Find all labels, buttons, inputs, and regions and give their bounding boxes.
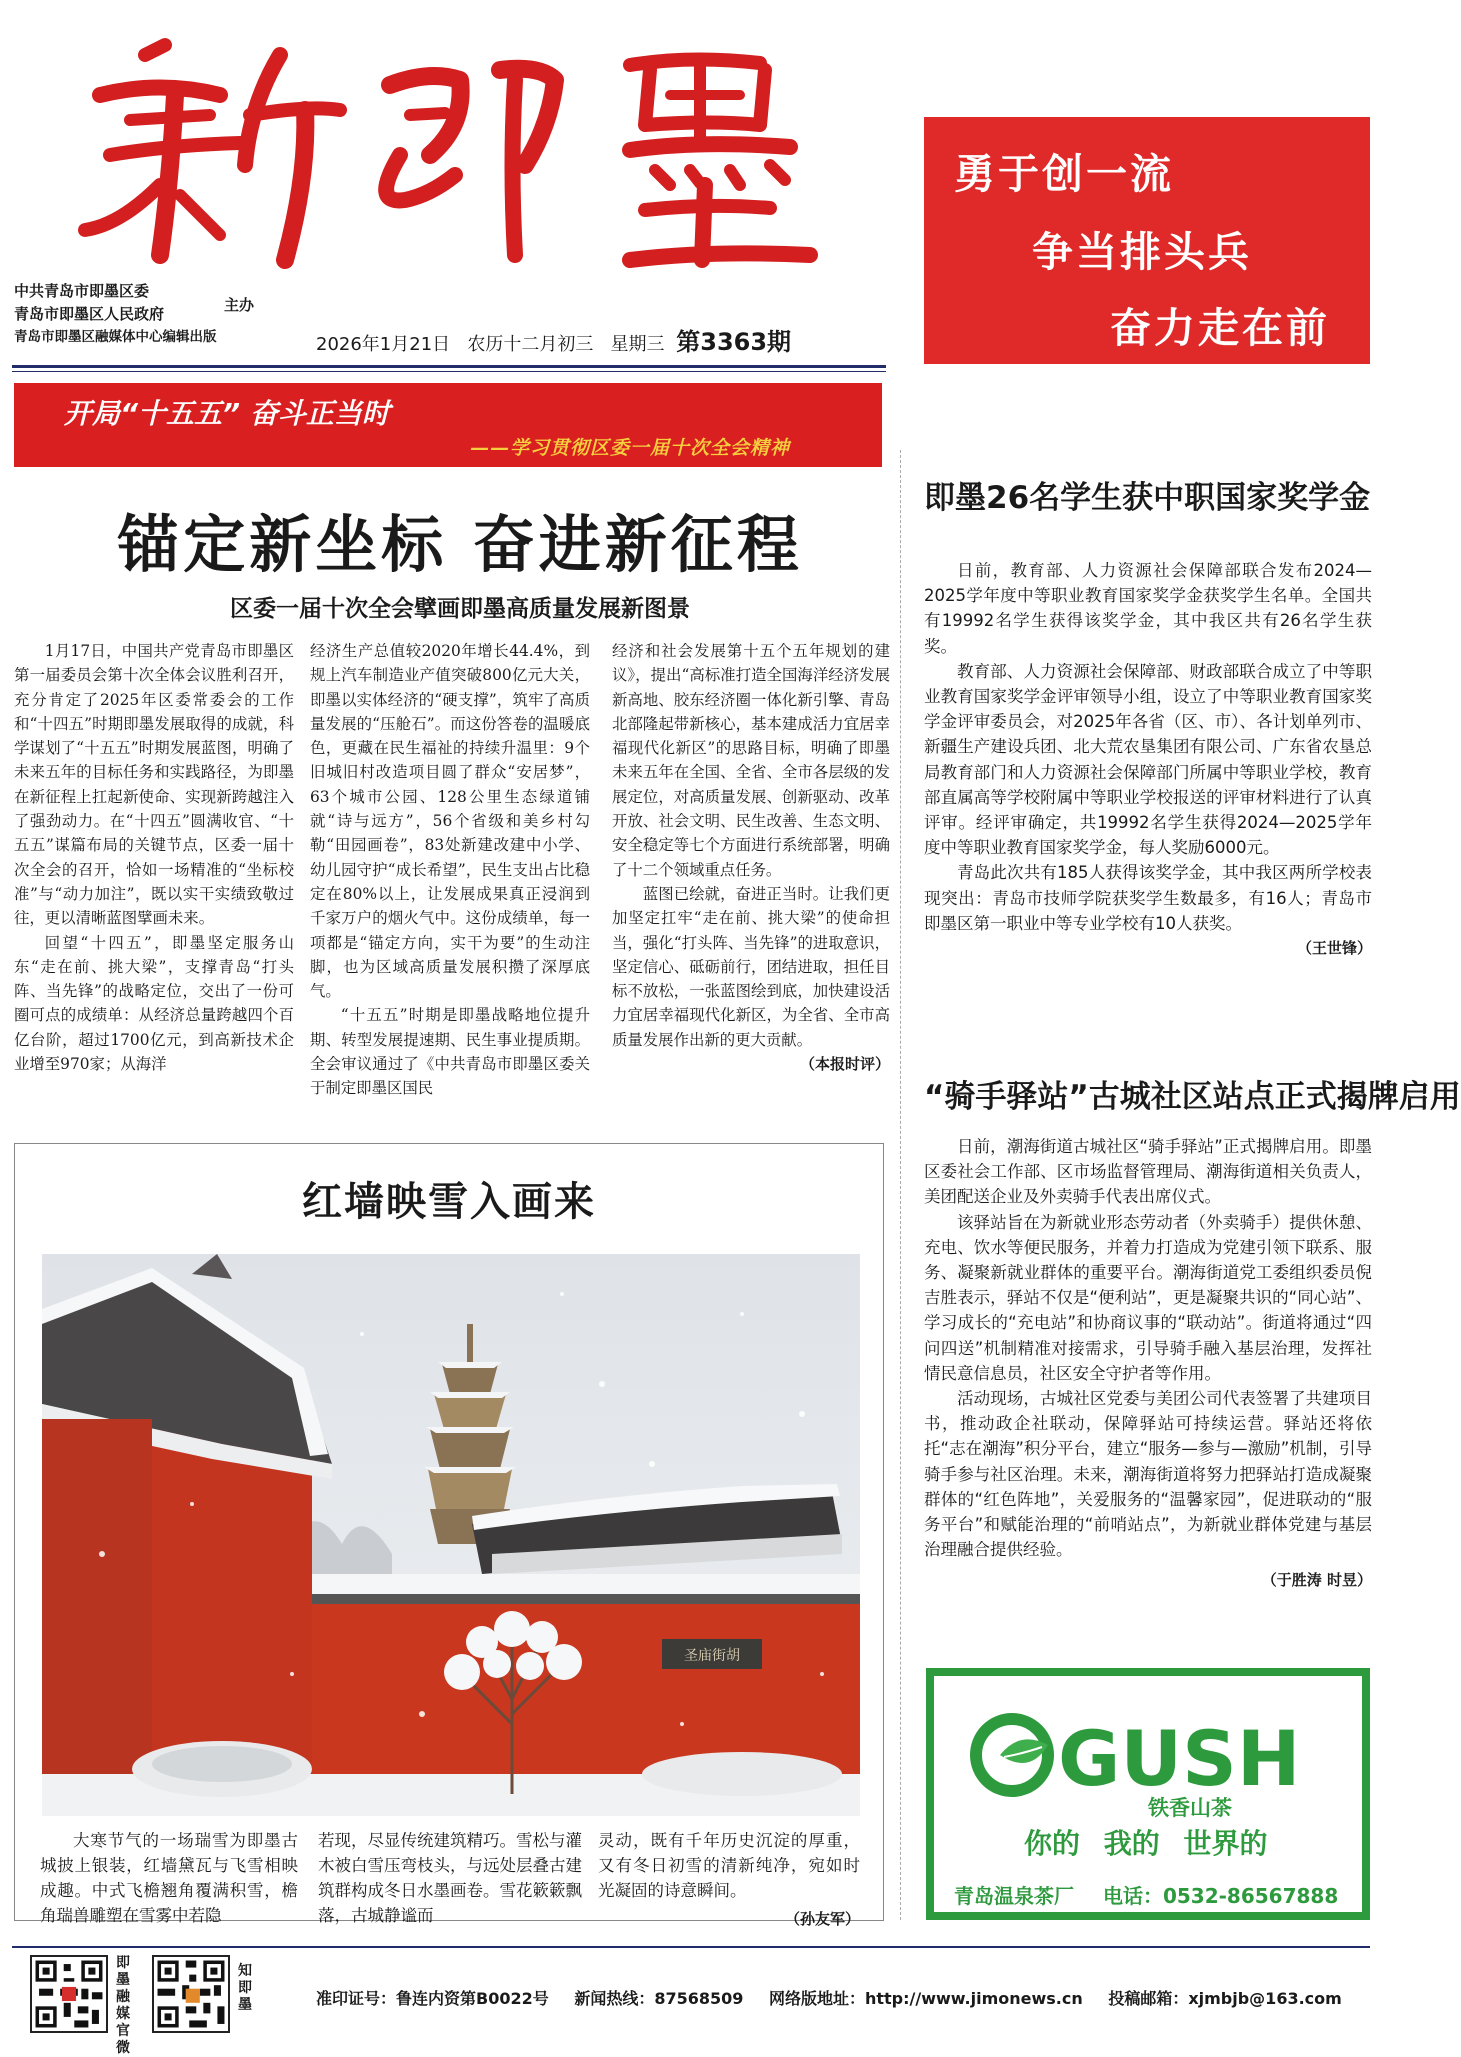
lead-column-3 xyxy=(612,639,890,1076)
header-divider-thin xyxy=(12,371,886,372)
lead-paragraph: 经济和社会发展第十五个五年规划的建议》，提出“高标准打造全国海洋经济发展新高地、胶东经济圈一体化新引擎、青岛北部隆起带新核心，基本建成活力宜居幸福现代化新区”的思路目标，明确了即墨未来五年在全国、全省、全市各层级的发展定位，对高质量发展、创新驱动、改革开放、社会文明、民生改善、生态文明、安全稳定等七个方面进行系统部署，明确了十二个领域重点任务。 xyxy=(612,642,890,879)
side-paragraph: 日前，教育部、人力资源社会保障部联合发布2024—2025学年度中等职业教育国家奖学金获奖学生名单。全国共有19992名学生获得该奖学金，其中我区共有26名学生获奖。 xyxy=(924,561,1372,656)
lead-headline: 锚定新坐标 奋进新征程 xyxy=(117,508,803,581)
qr-code-icon[interactable] xyxy=(30,1955,108,2033)
photo-caption-col-3 xyxy=(598,1828,860,1932)
photo-story-title: 红墙映雪入画来 xyxy=(302,1179,596,1225)
lead-column-1 xyxy=(14,639,294,1076)
ad-brand-chinese: 铁香山茶 xyxy=(1148,1796,1232,1820)
header-divider xyxy=(12,365,886,368)
side-story-1-body xyxy=(924,558,1372,961)
org-line-2: 青岛市即墨区人民政府 xyxy=(14,305,165,323)
photo-caption-text: 大寒节气的一场瑞雪为即墨古城披上银装，红墙黛瓦与飞雪相映成趣。中式飞檐翘角覆满积雪，檐角瑞兽雕塑在雪雾中若隐 xyxy=(40,1831,298,1925)
gush-brand-logo xyxy=(970,1705,1300,1803)
photo-caption-text: 若现，尽显传统建筑精巧。雪松与灌木被白雪压弯枝头，与远处层叠古建筑群构成冬日水墨画卷。雪花簌簌飘落，古城静谧而 xyxy=(318,1831,582,1925)
side-story-2-title: “骑手驿站”古城社区站点正式揭牌启用 xyxy=(924,1079,1461,1115)
footer-divider xyxy=(12,1946,1370,1948)
ad-phone: 电话：0532-86567888 xyxy=(1102,1884,1339,1908)
publisher-block xyxy=(14,280,314,349)
ad-factory-name: 青岛温泉茶厂 xyxy=(954,1884,1074,1908)
column-divider xyxy=(900,450,901,1920)
masthead-calligraphy-logo xyxy=(70,25,830,280)
lead-paragraph: “十五五”时期是即墨战略地位提升期、转型发展提速期、民生事业提质期。全会审议通过了《中共青岛市即墨区委关于制定即墨区国民 xyxy=(310,1006,590,1098)
side-story-1-byline: （王世锋） xyxy=(1296,939,1372,958)
ad-slogan: 你的 我的 世界的 xyxy=(1024,1827,1268,1860)
side-paragraph: 青岛此次共有185人获得该奖学金，其中我区两所学校表现突出：青岛市技师学院获奖学生数最多，有16人；青岛市即墨区第一职业中等专业学校有10人获奖。 xyxy=(924,863,1372,933)
promo-line-3: 奋力走在前 xyxy=(1110,304,1330,352)
org-line-1: 中共青岛市即墨区委 xyxy=(14,282,150,300)
issue-number: 第3363期 xyxy=(676,328,792,356)
sponsor-label: 主办 xyxy=(224,296,255,314)
slogan-promo-box xyxy=(924,117,1370,364)
banner-subtitle: ——学习贯彻区委一届十次全会精神 xyxy=(470,437,791,459)
promo-line-2: 争当排头兵 xyxy=(1032,228,1252,276)
lead-paragraph: 蓝图已绘就，奋进正当时。让我们更加坚定扛牢“走在前、挑大梁”的使命担当，强化“打头阵、当先锋”的进取意识，坚定信心、砥砺前行，团结进取，担任目标不放松，一张蓝图绘到底，加快建设活力宜居幸福现代化新区，为全省、全市高质量发展作出新的更大贡献。 xyxy=(612,884,890,1049)
ad-contact xyxy=(954,1880,1360,1909)
logo-text: 新即墨 xyxy=(70,25,73,26)
side-paragraph: 该驿站旨在为新就业形态劳动者（外卖骑手）提供休憩、充电、饮水等便民服务，并着力打造成为党建引领下联系、服务、凝聚新就业群体的重要平台。潮海街道党工委组织委员倪吉胜表示，驿站不仅是“便利站”，更是凝聚共识的“同心站”、学习成长的“充电站”和协商议事的“联动站”。街道将通过“四问四送”机制精准对接需求，引导骑手融入基层治理，发挥社情民意信息员，社区安全守护者等作用。 xyxy=(924,1212,1372,1383)
wall-sign-text: 圣庙街胡 xyxy=(684,1648,740,1664)
publish-date: 2026年1月21日 xyxy=(316,334,451,355)
photo-caption-text: 灵动，既有千年历史沉淀的厚重，又有冬日初雪的清新纯净，宛如时光凝固的诗意瞬间。 xyxy=(598,1831,860,1900)
photo-caption-col-2 xyxy=(318,1828,582,1928)
footer-info xyxy=(316,1986,1358,2009)
print-license: 准印证号：鲁连内资第B0022号 xyxy=(316,1989,549,2008)
lead-subheadline: 区委一届十次全会擘画即墨高质量发展新图景 xyxy=(230,595,690,622)
lunar-date: 农历十二月初三 xyxy=(467,334,594,355)
ad-brand-text: GUSH xyxy=(1058,1714,1301,1803)
photo-caption-col-1 xyxy=(40,1828,298,1928)
banner-title: 开局“十五五” 奋斗正当时 xyxy=(64,397,390,430)
submission-email[interactable]: 投稿邮箱：xjmbjb@163.com xyxy=(1108,1989,1342,2008)
lead-byline: （本报时评） xyxy=(799,1055,890,1074)
side-story-2-body xyxy=(924,1134,1372,1594)
lead-paragraph: 1月17日，中国共产党青岛市即墨区第一届委员会第十次全体会议胜利召开，充分肯定了2025年区委常委会的工作和“十四五”时期即墨发展取得的成就，科学谋划了“十五五”时期发展蓝图，明确了未来五年的目标任务和实践路径，为即墨在新征程上扛起新使命、实现新跨越注入了强劲动力。在“十四五”圆满收官、“十五五”谋篇布局的关键节点，区委一届十次全会的召开，恰如一场精准的“坐标校准”与“动力加注”，既以实干实绩致敬过往，更以清晰蓝图擘画未来。 xyxy=(14,642,294,928)
side-paragraph: 日前，潮海街道古城社区“骑手驿站”正式揭牌启用。即墨区委社会工作部、区市场监督管理局、潮海街道相关负责人，美团配送企业及外卖骑手代表出席仪式。 xyxy=(924,1137,1372,1207)
weekday: 星期三 xyxy=(610,334,665,355)
qr-code-icon[interactable] xyxy=(152,1955,230,2033)
website-link[interactable]: 网络版地址：http://www.jimonews.cn xyxy=(768,1989,1083,2008)
lead-paragraph: 回望“十四五”，即墨坚定服务山东“走在前、挑大梁”，支撑青岛“打头阵、当先锋”的战略定位，交出了一份可圈可点的成绩单：从经济总量跨越四个百亿台阶，超过1700亿元，到高新技术企业增至970家；从海洋 xyxy=(14,933,294,1074)
date-line xyxy=(316,322,791,357)
qr-label-app: 知即墨 xyxy=(238,1963,252,2013)
side-story-2-byline: （于胜涛 时昱） xyxy=(1261,1571,1372,1590)
side-paragraph: 教育部、人力资源社会保障部、财政部联合成立了中等职业教育国家奖学金评审领导小组，设立了中等职业教育国家奖学金评审委员会，对2025年各省（区、市）、各计划单列市、新疆生产建设兵团、北大荒农垦集团有限公司、广东省农垦总局教育部门和人力资源社会保障部门所属中等职业学校，教育部直属高等学校附属中等职业学校报送的评审材料进行了认真评审。经评审确定，共19992名学生获得2024—2025学年度中等职业教育国家奖学金，每人奖励6000元。 xyxy=(924,661,1372,858)
lead-paragraph: 经济生产总值较2020年增长44.4%，到规上汽车制造业产值突破800亿元大关，即墨以实体经济的“硬支撑”，筑牢了高质量发展的“压舱石”。而这份答卷的温暖底色，更藏在民生福祉的持续升温里：9个旧城旧村改造项目圆了群众“安居梦”，63个城市公园、128公里生态绿道铺就“诗与远方”，56个省级和美乡村勾勒“田园画卷”，83处新建改建中小学、幼儿园守护“成长希望”，民生支出占比稳定在80%以上，让发展成果真正浸润到千家万户的烟火气中。这份成绩单，每一项都是“锚定方向，实干为要”的生动注脚，也为区域高质量发展积攒了深厚底气。 xyxy=(310,642,590,1001)
qr-label-wechat: 即墨融媒官微 xyxy=(116,1955,130,2056)
lead-column-2 xyxy=(310,639,590,1101)
promo-line-1: 勇于创一流 xyxy=(954,150,1174,198)
snow-red-wall-photo xyxy=(42,1254,860,1816)
editor-line: 青岛市即墨区融媒体中心编辑出版 xyxy=(14,329,217,345)
news-hotline: 新闻热线：87568509 xyxy=(574,1989,744,2008)
side-story-1-title: 即墨26名学生获中职国家奖学金 xyxy=(924,480,1371,516)
side-paragraph: 活动现场，古城社区党委与美团公司代表签署了共建项目书，推动政企社联动，保障驿站可持续运营。驿站还将依托“志在潮海”积分平台，建立“服务—参与—激励”机制，引导骑手参与社区治理。未来，潮海街道将努力把驿站打造成凝聚群体的“红色阵地”，关爱服务的“温馨家园”，促进联动的“服务平台”和赋能治理的“前哨站点”，为新就业群体党建与基层治理融合提供经验。 xyxy=(924,1389,1372,1560)
photo-byline: （孙友军） xyxy=(784,1910,860,1928)
